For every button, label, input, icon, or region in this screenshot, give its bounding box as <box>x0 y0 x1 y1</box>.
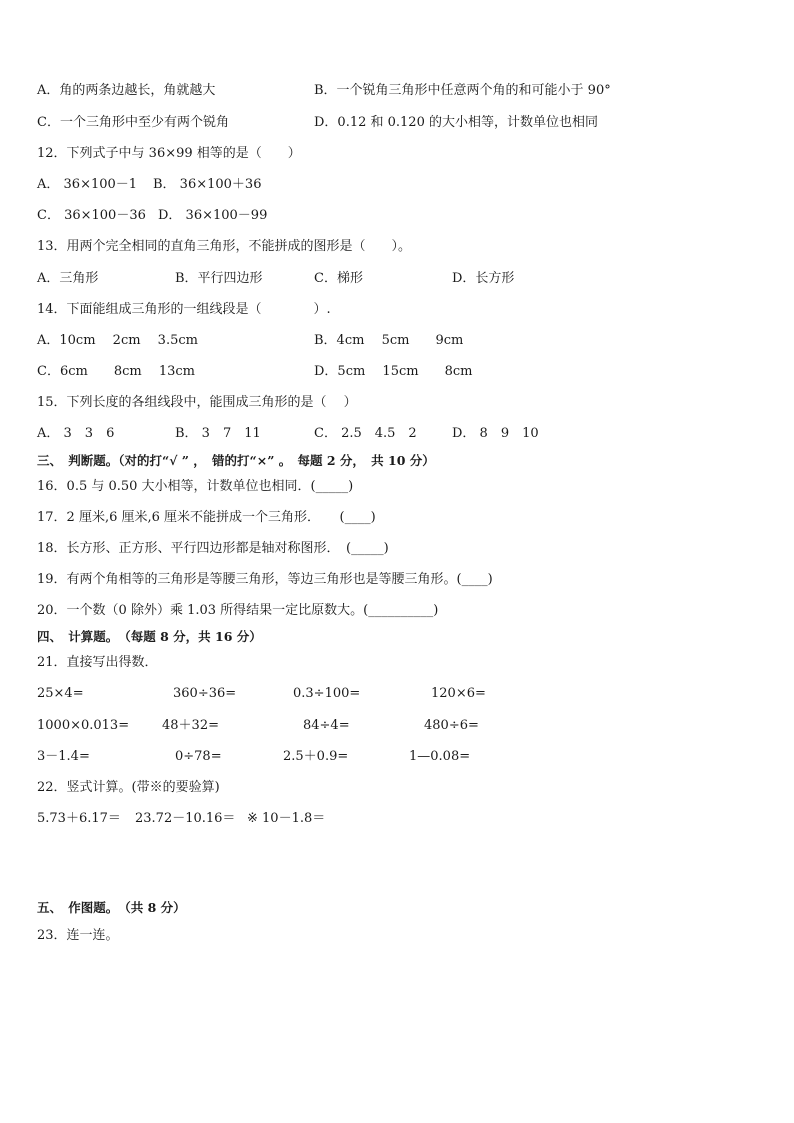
q21-row3-item4: 1—0.08= <box>409 749 471 764</box>
q21-row2-item1: 1000×0.013= <box>37 718 130 733</box>
q19-text: 19．有两个角相等的三角形是等腰三角形，等边三角形也是等腰三角形。(____) <box>37 572 493 587</box>
q21-row2-item4: 480÷6= <box>424 718 479 733</box>
q12-stem: 12．下列式子中与 36×99 相等的是（ ） <box>37 146 301 161</box>
q14-option-a: A．10cm 2cm 3.5cm <box>37 333 198 348</box>
q11-option-b: B．一个锐角三角形中任意两个角的和可能小于 90° <box>314 83 611 98</box>
q11-option-d: D．0.12 和 0.120 的大小相等，计数单位也相同 <box>314 115 598 130</box>
q13-option-a: A．三角形 <box>37 271 99 286</box>
section-4-title: 四、 计算题。 （每题 8 分，共 16 分） <box>37 629 262 644</box>
q21-row1-item1: 25×4= <box>37 686 84 701</box>
q21-row2-item2: 48＋32= <box>162 718 219 733</box>
q15-option-a: A． 3 3 6 <box>37 426 115 441</box>
q15-option-b: B． 3 7 11 <box>175 426 261 441</box>
q11-option-c: C．一个三角形中至少有两个锐角 <box>37 115 229 130</box>
q12-option-d: D． 36×100－99 <box>158 208 268 223</box>
q22-stem: 22．竖式计算。(带※的要验算) <box>37 780 220 795</box>
q21-row3-item1: 3－1.4= <box>37 749 90 764</box>
q17-text: 17．2 厘米,6 厘米,6 厘米不能拼成一个三角形． (____) <box>37 510 376 525</box>
q18-text: 18．长方形、正方形、平行四边形都是轴对称图形． (_____) <box>37 541 389 556</box>
q13-option-c: C．梯形 <box>314 271 363 286</box>
q22-item3: ※ 10－1.8＝ <box>247 811 326 826</box>
section-5-title: 五、 作图题。 （共 8 分） <box>37 900 186 915</box>
q14-option-d: D．5cm 15cm 8cm <box>314 364 473 379</box>
q11-option-a: A．角的两条边越长，角就越大 <box>37 83 216 98</box>
q15-option-d: D． 8 9 10 <box>452 426 539 441</box>
q12-option-c: C． 36×100－36 <box>37 208 146 223</box>
q21-row2-item3: 84÷4= <box>303 718 350 733</box>
q16-text: 16．0.5 与 0.50 大小相等，计数单位也相同．(_____) <box>37 479 354 494</box>
q21-row3-item2: 0÷78= <box>175 749 222 764</box>
q23-stem: 23．连一连。 <box>37 928 119 943</box>
q21-row3-item3: 2.5＋0.9= <box>283 749 349 764</box>
q22-item2: 23.72－10.16＝ <box>135 811 236 826</box>
q13-stem: 13．用两个完全相同的直角三角形，不能拼成的图形是（ ）。 <box>37 239 412 254</box>
q21-row1-item3: 0.3÷100= <box>293 686 361 701</box>
section-3-title: 三、 判断题。（对的打“√ ” ， 错的打“×” 。 每题 2 分， 共 10 分） <box>37 453 435 468</box>
q14-option-c: C．6cm 8cm 13cm <box>37 364 195 379</box>
q21-row1-item4: 120×6= <box>431 686 486 701</box>
q21-stem: 21．直接写出得数． <box>37 655 158 670</box>
q13-option-d: D．长方形 <box>452 271 515 286</box>
q12-option-b: B． 36×100＋36 <box>153 177 262 192</box>
q15-option-c: C． 2.5 4.5 2 <box>314 426 417 441</box>
q21-row1-item2: 360÷36= <box>173 686 237 701</box>
q22-item1: 5.73＋6.17＝ <box>37 811 121 826</box>
q14-option-b: B．4cm 5cm 9cm <box>314 333 464 348</box>
q12-option-a: A． 36×100－1 <box>37 177 138 192</box>
q13-option-b: B．平行四边形 <box>175 271 263 286</box>
q20-text: 20．一个数（0 除外）乘 1.03 所得结果一定比原数大。(__________) <box>37 603 439 618</box>
q15-stem: 15．下列长度的各组线段中，能围成三角形的是（ ） <box>37 395 357 410</box>
q14-stem: 14．下面能组成三角形的一组线段是（ ）. <box>37 302 331 317</box>
